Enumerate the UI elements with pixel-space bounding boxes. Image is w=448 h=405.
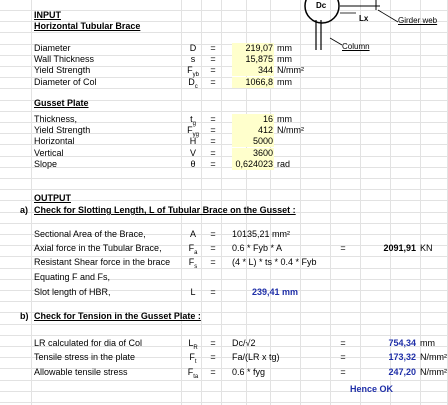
output-row-equals: = xyxy=(210,287,216,297)
input-row-symbol: H xyxy=(189,136,197,147)
output-row-formula: Fa/(LR x tg) xyxy=(232,352,280,362)
output-row-symbol: $F_s$ xyxy=(188,257,198,270)
input-row-label: Yield Strength xyxy=(34,65,91,76)
output-row-symbol: L xyxy=(190,287,196,297)
input-row-equals: = xyxy=(210,76,216,87)
input-row-value[interactable]: 344 xyxy=(257,65,273,76)
input-row-value[interactable]: 412 xyxy=(257,125,273,136)
input-row-equals: = xyxy=(210,43,216,53)
input-row-label: Vertical xyxy=(34,147,64,158)
input-row-unit: N/mm² xyxy=(277,65,304,76)
output-row-result: 173,32 xyxy=(388,352,416,362)
output-row-result: 247,20 xyxy=(388,367,416,377)
output-row-label: Tensile stress in the plate xyxy=(34,352,136,362)
input-row-symbol: $F_{yg}$ xyxy=(187,125,199,138)
input-row-equals: = xyxy=(210,65,216,76)
output-row-formula: 10135,21 mm² xyxy=(232,229,291,239)
input-row-label: Diameter xyxy=(34,43,71,53)
input-row-equals: = xyxy=(210,125,216,136)
output-row-unit: KN xyxy=(420,243,433,253)
brace-heading: Horizontal Tubular Brace xyxy=(34,21,141,31)
lx-label: Lx xyxy=(359,14,369,23)
output-row-symbol: $F_{ta}$ xyxy=(187,367,199,380)
output-row-equals-2: = xyxy=(340,243,346,253)
output-row-equals: = xyxy=(210,352,216,362)
input-row-value[interactable]: 16 xyxy=(262,114,273,124)
column-label: Column xyxy=(342,42,370,51)
output-row-equals: = xyxy=(210,367,216,377)
output-heading: OUTPUT xyxy=(34,193,71,203)
output-row-equals: = xyxy=(210,243,216,253)
output-row-formula: Dc/√2 xyxy=(232,338,256,348)
output-row-symbol: A xyxy=(189,229,196,239)
section-a-prefix: a) xyxy=(20,205,29,215)
input-row-label: Wall Thickness xyxy=(34,54,95,65)
input-row-unit: mm xyxy=(277,54,292,65)
input-row-label: Horizontal xyxy=(34,136,75,147)
input-row-value[interactable]: 219,07 xyxy=(245,43,273,53)
section-b-title: Check for Tension in the Gusset Plate : xyxy=(34,311,201,321)
input-row-symbol: D xyxy=(189,43,197,53)
input-row-equals: = xyxy=(210,136,216,147)
input-row-label: Thickness, xyxy=(34,114,78,124)
output-row-formula: 0.6 * fyg xyxy=(232,367,266,377)
input-row-unit: mm xyxy=(277,76,292,87)
gusset-heading: Gusset Plate xyxy=(34,98,89,108)
output-row-equals: = xyxy=(210,229,216,239)
input-row-value[interactable]: 3600 xyxy=(252,147,273,158)
column-leader xyxy=(330,38,342,45)
verdict-label: Hence OK xyxy=(350,384,394,394)
output-row-label: Slot length of HBR, xyxy=(34,287,111,297)
input-row-unit: mm xyxy=(277,43,292,53)
input-row-symbol: $F_{yb}$ xyxy=(187,65,199,79)
output-row-label: Equating F and Fs, xyxy=(34,272,111,282)
output-row-label: Resistant Shear force in the brace xyxy=(34,257,171,267)
input-row-value[interactable]: 1066,8 xyxy=(245,76,273,87)
output-row-equals-2: = xyxy=(340,352,346,362)
output-row-equals: = xyxy=(210,338,216,348)
input-heading: INPUT xyxy=(34,10,61,20)
input-row-value[interactable]: 0,624023 xyxy=(235,158,273,169)
input-row-symbol: $t_g$ xyxy=(190,114,196,127)
output-row-symbol: $F_a$ xyxy=(188,243,198,256)
input-row-equals: = xyxy=(210,147,216,158)
output-row-formula: (4 * L) * ts * 0.4 * Fyb xyxy=(232,257,317,267)
output-row-label: Sectional Area of the Brace, xyxy=(34,229,146,239)
output-row-label: LR calculated for dia of Col xyxy=(34,338,143,348)
input-row-equals: = xyxy=(210,114,216,124)
input-row-unit: mm xyxy=(277,114,292,124)
output-row-equals-2: = xyxy=(340,338,346,348)
input-row-symbol: θ xyxy=(190,158,196,169)
output-row-result: 2091,91 xyxy=(383,243,416,253)
input-row-equals: = xyxy=(210,158,216,169)
input-row-unit: rad xyxy=(277,158,291,169)
output-row-equals: = xyxy=(210,257,216,267)
output-row-unit: N/mm² xyxy=(420,367,447,377)
output-row-symbol: $L_R$ xyxy=(188,338,198,351)
input-row-unit: N/mm² xyxy=(277,125,304,136)
output-row-label: Allowable tensile stress xyxy=(34,367,128,377)
section-b-prefix: b) xyxy=(20,311,29,321)
output-row-equals-2: = xyxy=(340,367,346,377)
input-row-label: Diameter of Col xyxy=(34,76,97,87)
input-row-label: Yield Strength xyxy=(34,125,91,136)
input-row-label: Slope xyxy=(34,158,58,169)
output-row-label: Axial force in the Tubular Brace, xyxy=(34,243,162,253)
output-row-unit: mm xyxy=(420,338,435,348)
output-row-formula: 239,41 mm xyxy=(252,287,299,297)
input-row-symbol: s xyxy=(190,54,196,65)
girder-leader xyxy=(378,10,398,22)
input-row-symbol: $D_c$ xyxy=(188,76,198,90)
input-row-value[interactable]: 5000 xyxy=(252,136,273,147)
output-row-unit: N/mm² xyxy=(420,352,447,362)
output-row-result: 754,34 xyxy=(388,338,416,348)
output-row-symbol: $F_t$ xyxy=(189,352,197,365)
section-a-title: Check for Slotting Length, L of Tubular Brace on the Gusset : xyxy=(34,205,296,215)
input-row-value[interactable]: 15,875 xyxy=(245,54,273,65)
input-row-equals: = xyxy=(210,54,216,65)
dc-label: Dc xyxy=(316,1,327,10)
girder-label: Girder web xyxy=(398,16,438,25)
output-row-formula: 0.6 * Fyb * A xyxy=(232,243,283,253)
input-row-symbol: V xyxy=(189,147,196,158)
